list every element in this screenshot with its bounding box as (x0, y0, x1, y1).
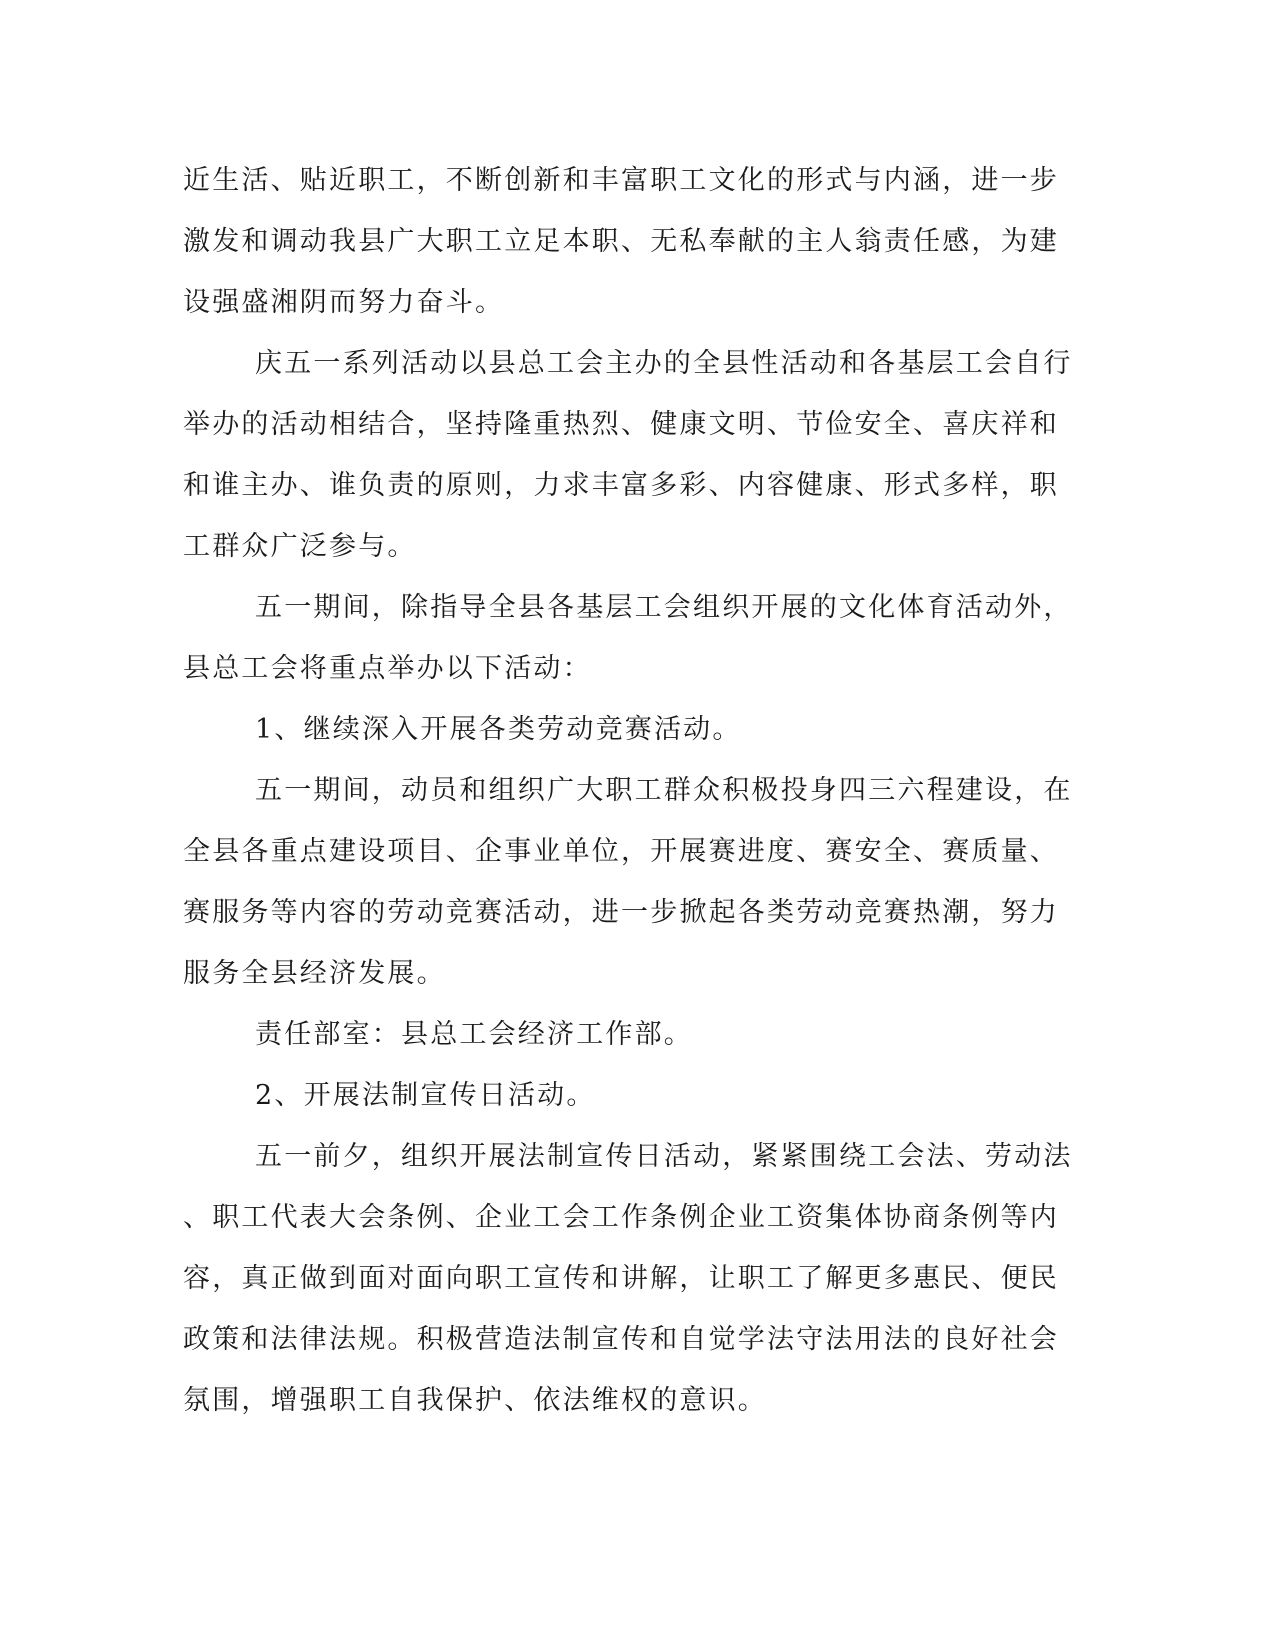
paragraph-line: 和谁主办、谁负责的原则，力求丰富多彩、内容健康、形式多样，职 (183, 470, 1059, 501)
paragraph-line: 近生活、贴近职工，不断创新和丰富职工文化的形式与内涵，进一步 (183, 165, 1059, 196)
paragraph-line: 、职工代表大会条例、企业工会工作条例企业工资集体协商条例等内 (183, 1202, 1059, 1233)
paragraph-line: 赛服务等内容的劳动竞赛活动，进一步掀起各类劳动竞赛热潮，努力 (183, 897, 1059, 928)
document-body (183, 150, 1073, 1431)
paragraph-line: 县总工会将重点举办以下活动： (183, 653, 592, 684)
paragraph-line: 五一期间，动员和组织广大职工群众积极投身四三六程建设，在 (255, 775, 1073, 806)
paragraph-line: 五一前夕，组织开展法制宣传日活动，紧紧围绕工会法、劳动法 (255, 1141, 1073, 1172)
paragraph-line: 容，真正做到面对面向职工宣传和讲解，让职工了解更多惠民、便民 (183, 1263, 1059, 1294)
paragraph-line: 五一期间，除指导全县各基层工会组织开展的文化体育活动外， (255, 592, 1073, 623)
paragraph-line: 工群众广泛参与。 (183, 531, 417, 562)
paragraph-line: 庆五一系列活动以县总工会主办的全县性活动和各基层工会自行 (255, 348, 1073, 379)
paragraph-line: 氛围，增强职工自我保护、依法维权的意识。 (183, 1385, 767, 1416)
paragraph-line: 全县各重点建设项目、企事业单位，开展赛进度、赛安全、赛质量、 (183, 836, 1059, 867)
section-heading: 2、开展法制宣传日活动。 (255, 1080, 596, 1111)
paragraph-line: 举办的活动相结合，坚持隆重热烈、健康文明、节俭安全、喜庆祥和 (183, 409, 1059, 440)
responsible-department: 责任部室：县总工会经济工作部。 (255, 1019, 693, 1050)
paragraph-line: 政策和法律法规。积极营造法制宣传和自觉学法守法用法的良好社会 (183, 1324, 1059, 1355)
paragraph-line: 激发和调动我县广大职工立足本职、无私奉献的主人翁责任感，为建 (183, 226, 1059, 257)
paragraph-line: 设强盛湘阴而努力奋斗。 (183, 287, 505, 318)
paragraph-line: 服务全县经济发展。 (183, 958, 446, 989)
section-heading: 1、继续深入开展各类劳动竞赛活动。 (255, 714, 742, 745)
